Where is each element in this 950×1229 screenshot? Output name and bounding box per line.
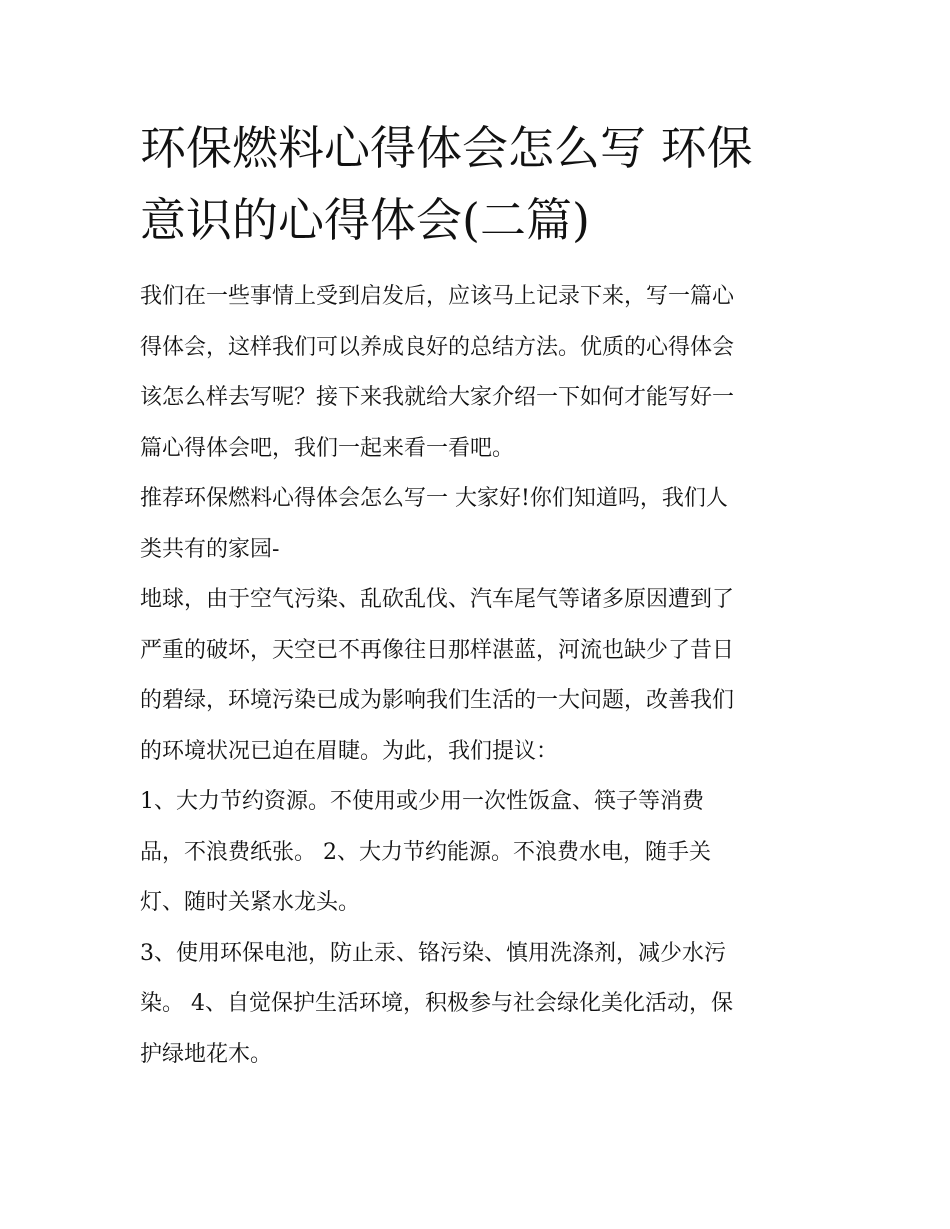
document-title [140, 112, 820, 256]
paragraph-proposals-3-4 [140, 929, 820, 1081]
text-line: 地球，由于空气污染、乱砍乱伐、汽车尾气等诸多原因遭到了 [140, 587, 735, 612]
paragraph-environment [140, 575, 820, 777]
paragraph-proposals-1-2 [140, 777, 820, 929]
text-line: 1、大力节约资源。不使用或少用一次性饭盒、筷子等消费 [140, 789, 704, 814]
text-line: 得体会，这样我们可以养成良好的总结方法。优质的心得体会 [140, 334, 735, 360]
text-line: 类共有的家园- [140, 536, 280, 562]
text-line: 我们在一些事情上受到启发后，应该马上记录下来，写一篇心 [140, 284, 735, 309]
text-line: 篇心得体会吧，我们一起来看一看吧。 [140, 435, 515, 461]
text-line: 护绿地花木。 [140, 1041, 273, 1067]
title-line: 环保燃料心得体会怎么写 环保 [140, 121, 753, 175]
text-line: 的环境状况已迫在眉睫。为此，我们提议： [140, 738, 559, 764]
text-line: 推荐环保燃料心得体会怎么写一 大家好!你们知道吗，我们人 [140, 486, 728, 511]
document-content [140, 112, 820, 1080]
paragraph-recommendation [140, 474, 820, 575]
text-line: 品，不浪费纸张。 2、大力节约能源。不浪费水电，随手关 [140, 839, 711, 865]
text-line: 灯、随时关紧水龙头。 [140, 890, 361, 915]
title-line: 意识的心得体会(二篇) [140, 193, 590, 247]
text-line: 的碧绿，环境污染已成为影响我们生活的一大问题，改善我们 [140, 688, 735, 713]
text-line: 严重的破坏，天空已不再像往日那样湛蓝，河流也缺少了昔日 [140, 637, 735, 663]
text-line: 3、使用环保电池，防止汞、铬污染、慎用洗涤剂，减少水污 [140, 940, 726, 966]
paragraph-intro [140, 272, 820, 474]
text-line: 该怎么样去写呢？接下来我就给大家介绍一下如何才能写好一 [140, 385, 735, 410]
text-line: 染。 4、自觉保护生活环境，积极参与社会绿化美化活动，保 [140, 991, 733, 1016]
document-body [140, 272, 820, 1080]
